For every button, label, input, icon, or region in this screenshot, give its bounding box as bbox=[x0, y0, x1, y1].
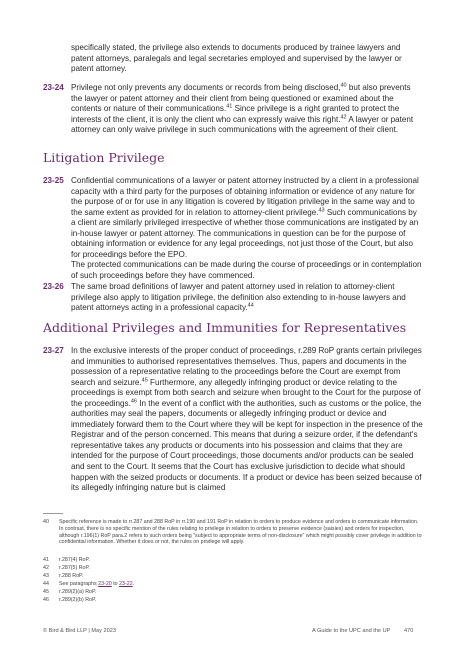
paragraph-number: 23-24 bbox=[43, 83, 64, 92]
footnote-ref[interactable]: 43 bbox=[318, 206, 325, 213]
paragraph-23-26 bbox=[43, 282, 423, 314]
footnote-ref[interactable]: 42 bbox=[340, 113, 347, 120]
footnote-43 bbox=[43, 573, 423, 580]
text-run: but also prevents the lawyer or patent attorney and their client from being questioned or examined about the contents or nature of their communications. bbox=[71, 83, 411, 114]
footer-copyright: © Bird & Bird LLP | May 2023 bbox=[43, 628, 116, 634]
section-heading-litigation-privilege: Litigation Privilege bbox=[43, 150, 165, 165]
footnote-text: r.287(4) RoP. bbox=[59, 557, 90, 563]
text-run: . bbox=[132, 581, 135, 587]
paragraph-number: 23-26 bbox=[43, 282, 64, 291]
paragraph-text bbox=[71, 346, 423, 494]
text-run: In the event of a conflict with the authorities, such as customs or the police, the authorities may seal the papers, documents or allegedly infringing product or device and immediately forward them to the Court where they will be kept for inspection in the presence of the Registrar and of the person concerned. This means that during a seizure order, if the defendant's representative takes any products or documents into his possession and claims that they are intended for the purpose of Court proceedings, those documents and/or products can be sealed and sent to the Court. It seems that the Court has exclusive jurisdiction to decide what should happen with the seized products or documents. If a product or device has been seized because of its allegedly infringing nature but is claimed bbox=[71, 398, 423, 493]
footnote-ref[interactable]: 44 bbox=[247, 302, 254, 309]
text-run: Such communications by a client are similarly privileged irrespective of whether those communications are instigated by an in-house lawyer or patent attorney. The communications in question can be for the purpose of obtaining information or evidence for any legal proceedings, not just those of the Court, but also for proceedings before the EPO. bbox=[71, 207, 419, 259]
footnote-number: 44 bbox=[43, 581, 49, 587]
footnote-42 bbox=[43, 565, 423, 572]
paragraph-text: The protected communications can be made during the course of proceedings or in contemplation of such proceedings before they have commenced. bbox=[71, 260, 422, 280]
paragraph-link[interactable]: 23-20 bbox=[98, 581, 112, 587]
footer-title: A Guide to the UPC and the UP bbox=[312, 628, 391, 634]
footnote-text: Specific reference is made to rr.287 and 288 RoP in rr.190 and 191 RoP in relation to orders to produce evidence and orders to communicate information. In contrast, there is no specific mention of the rules relating to privilege in relation to orders to preserve evidence (saisies) and orders for inspection, although r.196(1) RoP para.2 refers to such orders being "subject to appropriate terms of non-disclosure" which might possibly cover privilege in addition to confidential information. Whether it does or not, the rules on privilege will apply. bbox=[59, 519, 422, 546]
text-run: In the exclusive interests of the proper conduct of proceedings, r.289 RoP grants certain privileges and immunities to authorised representatives themselves. Thus, papers and documents in the possession of a representative relating to the proceedings before the Court are exempt from search and seizure. bbox=[71, 346, 422, 387]
page-number: 470 bbox=[404, 628, 414, 634]
footnote-number: 42 bbox=[43, 565, 49, 571]
paragraph-23-25 bbox=[43, 176, 423, 281]
paragraph-number: 23-27 bbox=[43, 346, 64, 355]
paragraph-text: specifically stated, the privilege also extends to documents produced by trainee lawyers and patent attorneys, paralegals and legal secretaries employed and supervised by the lawyer or patent attorney. bbox=[71, 43, 402, 74]
paragraph-text bbox=[71, 282, 423, 314]
footnote-text: r.289(2)(a) RoP. bbox=[59, 589, 97, 595]
text-run: See paragraphs bbox=[59, 581, 99, 587]
footnote-text: r.289(2)(b) RoP. bbox=[59, 597, 97, 603]
paragraph-number: 23-25 bbox=[43, 176, 64, 185]
footnote-41 bbox=[43, 557, 423, 564]
footnote-44 bbox=[43, 581, 423, 588]
paragraph-link[interactable]: 23-22 bbox=[119, 581, 133, 587]
footnote-divider bbox=[43, 513, 63, 514]
text-run: to bbox=[111, 581, 120, 587]
footnote-ref[interactable]: 40 bbox=[340, 82, 347, 89]
footnote-text bbox=[59, 581, 423, 588]
text-run: Furthermore, any allegedly infringing product or device relating to the proceedings is exempt from both search and seizure when brought to the Court for the purpose of the proceedings. bbox=[71, 377, 421, 408]
footnote-number: 41 bbox=[43, 557, 49, 563]
paragraph-23-24 bbox=[43, 83, 423, 136]
paragraph-23-27 bbox=[43, 346, 423, 494]
footnote-number: 45 bbox=[43, 589, 49, 595]
text-run: The same broad definitions of lawyer and patent attorney used in relation to attorney-client privilege also apply to litigation privilege, the definition also extending to in-house lawyers and patent attorneys acting in a professional capacity. bbox=[71, 282, 406, 313]
paragraph-text bbox=[71, 176, 423, 260]
footnote-45 bbox=[43, 589, 423, 596]
paragraph-continuation bbox=[43, 43, 423, 75]
text-run: Since privilege is a right granted to protect the interests of the client, it is only the client who can expressly waive this right. bbox=[71, 104, 400, 124]
footnote-number: 43 bbox=[43, 573, 49, 579]
section-heading-additional-privileges: Additional Privileges and Immunities for Representatives bbox=[43, 320, 407, 335]
text-run: Privilege not only prevents any documents or records from being disclosed, bbox=[71, 83, 341, 92]
footnote-text: r.288 RoP. bbox=[59, 573, 84, 579]
footnote-40 bbox=[43, 519, 423, 546]
text-run: Confidential communications of a lawyer or patent attorney instructed by a client in a professional capacity with a third party for the purposes of obtaining information or evidence of any nature for the purpose of or for use in any litigation is covered by litigation privilege in the same way and to the same extent as provided for in relation to attorney-client privilege. bbox=[71, 176, 419, 217]
footnote-number: 40 bbox=[43, 519, 49, 525]
footnote-text: r.287(5) RoP. bbox=[59, 565, 90, 571]
footnote-ref[interactable]: 46 bbox=[130, 398, 137, 405]
footnote-46 bbox=[43, 597, 423, 604]
paragraph-text bbox=[71, 83, 423, 136]
footnote-ref[interactable]: 45 bbox=[141, 376, 148, 383]
footnote-ref[interactable]: 41 bbox=[226, 103, 233, 110]
text-run: A lawyer or patent attorney can only waive privilege in such communications with the agreement of their client. bbox=[71, 114, 414, 135]
footnote-number: 46 bbox=[43, 597, 49, 603]
